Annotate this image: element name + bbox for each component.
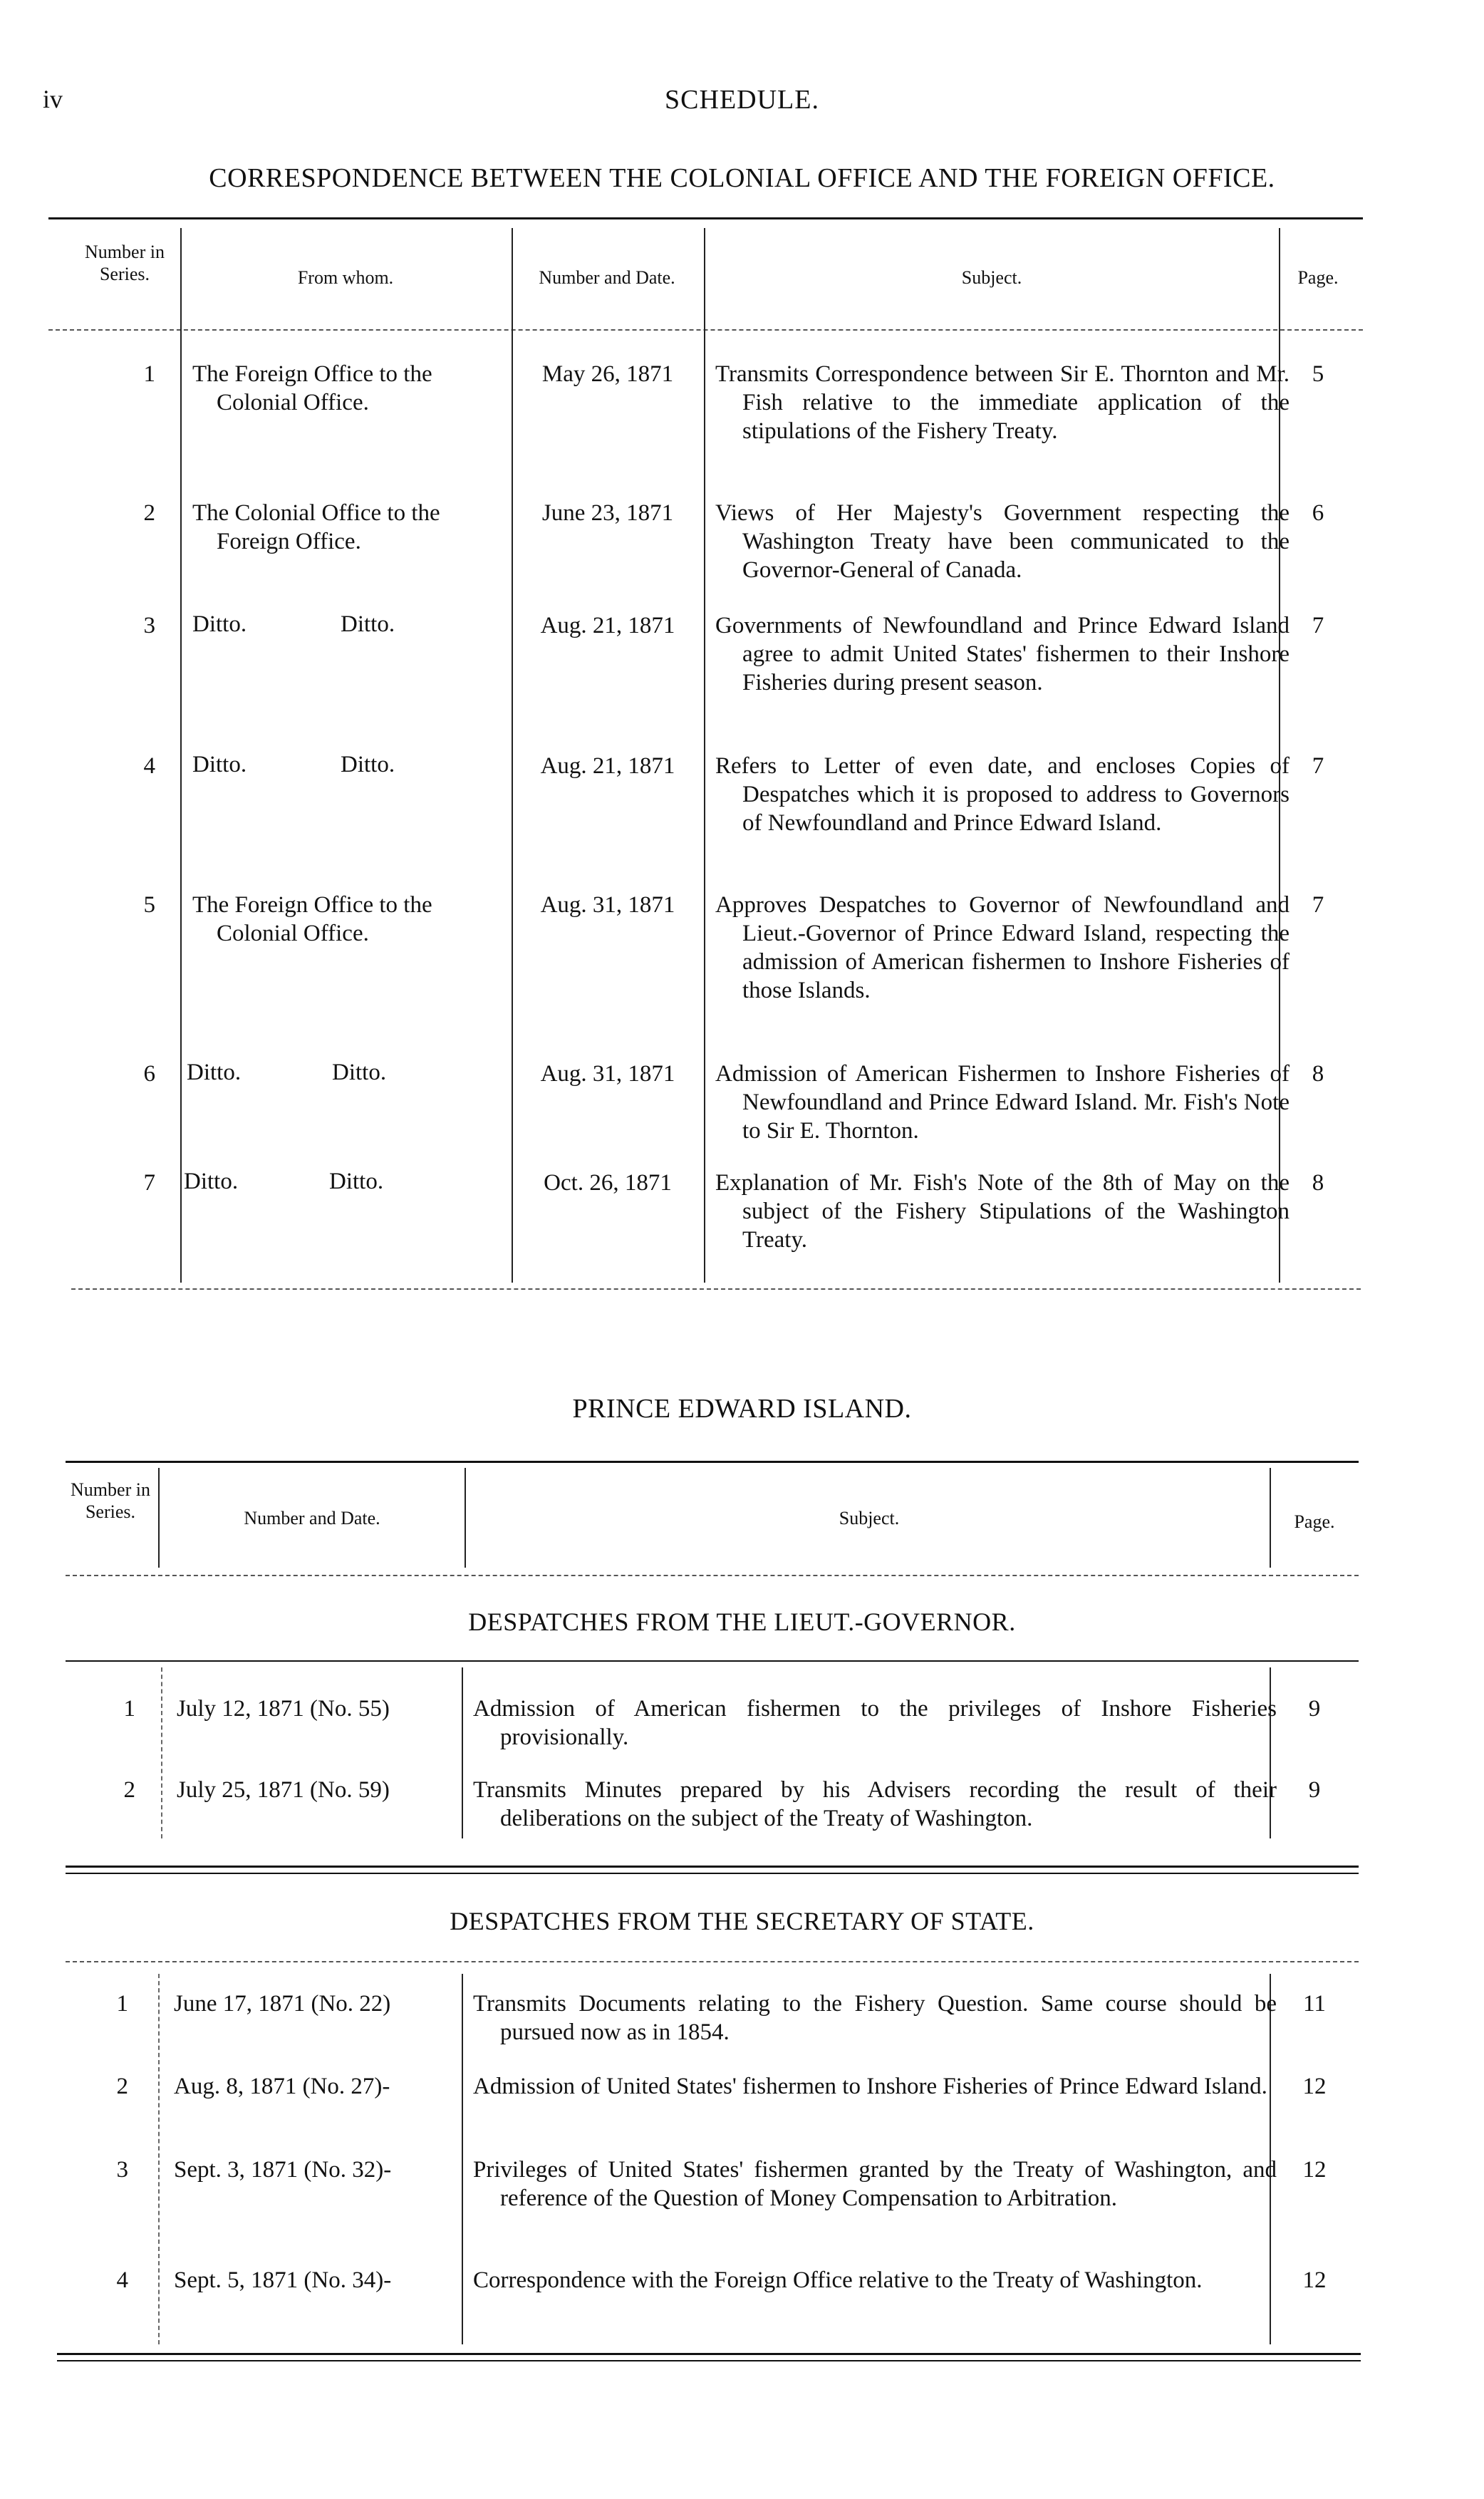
table1-header-number: Number in Series. <box>85 242 165 285</box>
running-head: SCHEDULE. <box>665 85 819 115</box>
groupB-col-rule-1 <box>158 1974 160 2344</box>
ditto-right: Ditto. <box>341 752 395 777</box>
subsection-title-secretary-of-state: DESPATCHES FROM THE SECRETARY OF STATE. <box>450 1907 1034 1935</box>
page-ref: 5 <box>1312 361 1324 387</box>
table2-header-subject: Subject. <box>839 1508 900 1528</box>
date: Sept. 5, 1871 (No. 34)- <box>174 2267 392 2293</box>
page-ref: 8 <box>1312 1061 1324 1087</box>
subject: Explanation of Mr. Fish's Note of the 8th of May on the subject of the Fishery Stipulations of the Washington Treaty. <box>715 1170 1290 1253</box>
date: June 17, 1871 (No. 22) <box>174 1991 391 2017</box>
from-line-1: The Foreign Office to the <box>192 361 432 387</box>
table2-header-col-rule-2 <box>465 1468 466 1568</box>
subject: Privileges of United States' fishermen granted by the Treaty of Washington, and reference of the Question of Money Compensation to Arbitration. <box>473 2157 1277 2211</box>
table1-header-date: Number and Date. <box>539 267 675 288</box>
groupA-top-rule <box>66 1660 1359 1662</box>
date: Aug. 21, 1871 <box>540 613 675 638</box>
ditto-right: Ditto. <box>332 1060 387 1085</box>
from-whom <box>192 891 506 948</box>
page-number: iv <box>43 85 63 113</box>
row-number: 7 <box>143 1170 155 1196</box>
table1-col-rule-1 <box>180 228 182 1283</box>
table1-bottom-rule <box>71 1288 1361 1290</box>
date: Oct. 26, 1871 <box>544 1170 672 1196</box>
from-line-1: The Foreign Office to the <box>192 892 432 918</box>
ditto-right: Ditto. <box>329 1169 384 1194</box>
ditto-left: Ditto. <box>192 611 247 637</box>
section-title-prince-edward-island: PRINCE EDWARD ISLAND. <box>572 1394 912 1424</box>
date: Sept. 3, 1871 (No. 32)- <box>174 2157 392 2183</box>
row-number: 1 <box>143 361 155 387</box>
row-number: 5 <box>143 892 155 918</box>
date: July 12, 1871 (No. 55) <box>177 1696 390 1722</box>
ditto-right: Ditto. <box>341 611 395 637</box>
groupA-bottom-rule-1 <box>66 1866 1359 1868</box>
table1-header-rule <box>48 329 1363 331</box>
date: June 23, 1871 <box>541 500 674 526</box>
subject: Admission of American fishermen to the privileges of Inshore Fisheries provisionally. <box>473 1696 1277 1750</box>
from-line-2: Colonial Office. <box>217 921 369 946</box>
ditto-left: Ditto. <box>187 1060 242 1085</box>
subject: Views of Her Majesty's Government respecting the Washington Treaty have been communicated to the Governor-General of Canada. <box>715 500 1290 583</box>
table1-col-rule-3 <box>704 228 705 1283</box>
date: July 25, 1871 (No. 59) <box>177 1777 390 1803</box>
subject: Transmits Correspondence between Sir E. Thornton and Mr. Fish relative to the immediate application of the stipulations of the Fishery Treaty. <box>715 361 1290 444</box>
table2-header-number: Number in Series. <box>71 1479 150 1523</box>
row-number: 3 <box>116 2157 128 2183</box>
groupB-bottom-rule-1 <box>57 2353 1361 2355</box>
date: Aug. 21, 1871 <box>540 753 675 779</box>
page-ref: 12 <box>1302 2074 1327 2099</box>
subject: Approves Despatches to Governor of Newfoundland and Lieut.-Governor of Prince Edward Island, respecting the admission of American fishermen to Inshore Fisheries of those Islands. <box>715 892 1290 1003</box>
row-number: 1 <box>116 1991 128 2017</box>
page-ref: 7 <box>1312 613 1324 638</box>
table2-header-page: Page. <box>1294 1511 1335 1532</box>
row-number: 4 <box>116 2267 128 2293</box>
page-ref: 8 <box>1312 1170 1324 1196</box>
section-title-correspondence: CORRESPONDENCE BETWEEN THE COLONIAL OFFICE AND THE FOREIGN OFFICE. <box>209 163 1275 193</box>
date: Aug. 31, 1871 <box>540 892 675 918</box>
row-number: 6 <box>143 1061 155 1087</box>
groupB-bottom-rule-2 <box>57 2360 1361 2361</box>
table2-header-date: Number and Date. <box>244 1508 380 1528</box>
table2-top-rule <box>66 1461 1359 1463</box>
from-whom <box>192 499 506 556</box>
groupA-bottom-rule-2 <box>66 1873 1359 1874</box>
page-ref: 12 <box>1302 2267 1327 2293</box>
date: Aug. 31, 1871 <box>540 1061 675 1087</box>
from-line-2: Colonial Office. <box>217 390 369 415</box>
page-ref: 9 <box>1308 1696 1321 1722</box>
row-number: 3 <box>143 613 155 638</box>
date: Aug. 8, 1871 (No. 27)- <box>174 2074 390 2099</box>
subsection-title-lieut-governor: DESPATCHES FROM THE LIEUT.-GOVERNOR. <box>468 1608 1016 1636</box>
table1-header-subject: Subject. <box>961 267 1022 288</box>
page-ref: 9 <box>1308 1777 1321 1803</box>
subject: Transmits Documents relating to the Fishery Question. Same course should be pursued now as in 1854. <box>473 1991 1277 2045</box>
table1-header-page: Page. <box>1297 267 1339 288</box>
subject: Transmits Minutes prepared by his Advisers recording the result of their deliberations on the subject of the Treaty of Washington. <box>473 1777 1277 1831</box>
page-ref: 12 <box>1302 2157 1327 2183</box>
ditto-left: Ditto. <box>184 1169 239 1194</box>
groupB-col-rule-2 <box>462 1974 463 2344</box>
from-line-1: The Colonial Office to the <box>192 500 440 526</box>
table1-col-rule-2 <box>512 228 513 1283</box>
page-ref: 7 <box>1312 753 1324 779</box>
row-number: 2 <box>116 2074 128 2099</box>
ditto-left: Ditto. <box>192 752 247 777</box>
subject: Governments of Newfoundland and Prince Edward Island agree to admit United States' fishermen to their Inshore Fisheries during present season. <box>715 613 1290 695</box>
row-number: 4 <box>143 753 155 779</box>
subject: Correspondence with the Foreign Office relative to the Treaty of Washington. <box>473 2267 1203 2293</box>
subject: Admission of United States' fishermen to Inshore Fisheries of Prince Edward Island. <box>473 2074 1267 2099</box>
page-ref: 7 <box>1312 892 1324 918</box>
table2-header-col-rule-1 <box>158 1468 160 1568</box>
row-number: 2 <box>123 1777 135 1803</box>
row-number: 2 <box>143 500 155 526</box>
table2-header-rule <box>66 1575 1359 1576</box>
row-number: 1 <box>123 1696 135 1722</box>
table1-top-rule <box>48 217 1363 219</box>
from-whom <box>192 360 506 417</box>
groupB-top-rule <box>66 1961 1359 1962</box>
table2-header-col-rule-3 <box>1270 1468 1271 1568</box>
page-ref: 11 <box>1303 1991 1326 2017</box>
groupA-col-rule-1 <box>161 1667 162 1838</box>
subject: Refers to Letter of even date, and encloses Copies of Despatches which it is proposed to address to Governors of Newfoundland and Prince Edward Island. <box>715 753 1290 836</box>
page-ref: 6 <box>1312 500 1324 526</box>
subject: Admission of American Fishermen to Inshore Fisheries of Newfoundland and Prince Edward Island. Mr. Fish's Note to Sir E. Thornton. <box>715 1061 1290 1144</box>
from-line-2: Foreign Office. <box>217 529 361 554</box>
groupA-col-rule-2 <box>462 1667 463 1838</box>
date: May 26, 1871 <box>541 361 674 387</box>
table1-header-from: From whom. <box>297 267 394 288</box>
